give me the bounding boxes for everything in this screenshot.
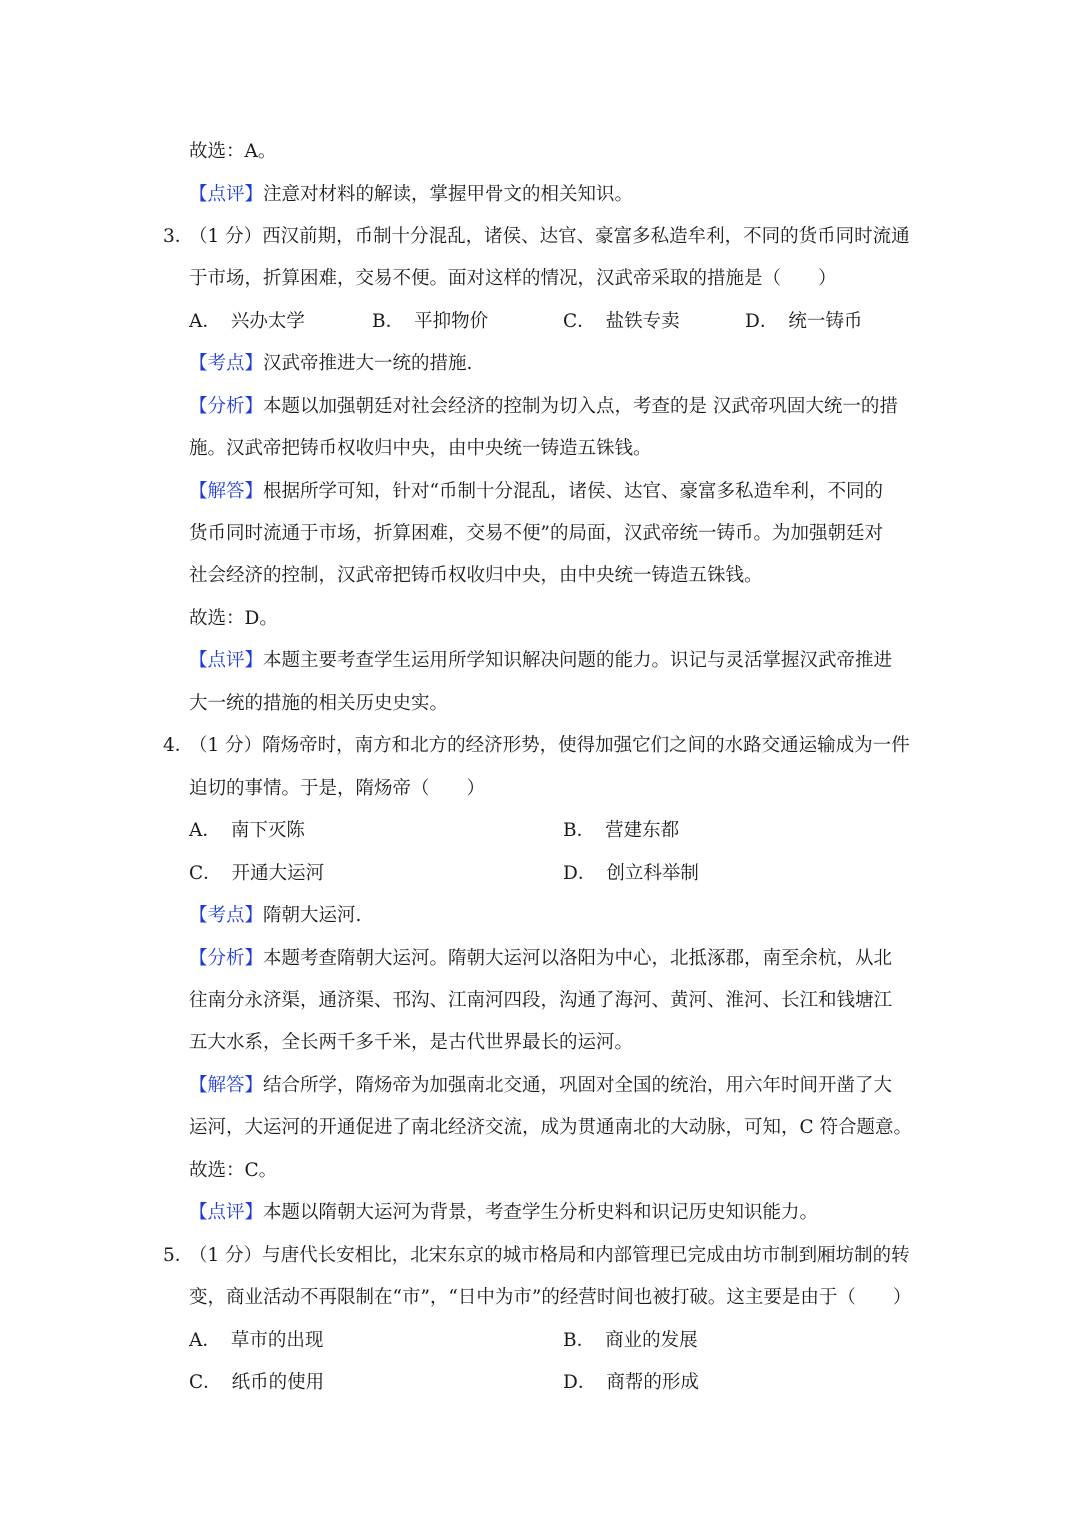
jieda-line: 货币同时流通于市场，折算困难，交易不便”的局面，汉武帝统一铸币。为加强朝廷对 xyxy=(189,523,883,544)
question-stem: （1 分）隋炀帝时，南方和北方的经济形势，使得加强它们之间的水路交通运输成为一件 xyxy=(189,735,910,756)
option-a: A． 草市的出现 xyxy=(189,1330,324,1351)
option-d: D． 统一铸币 xyxy=(745,311,863,332)
jieda-tag: 【解答】 xyxy=(189,1075,264,1096)
fenxi-line: 五大水系，全长两千多千米，是古代世界最长的运河。 xyxy=(189,1032,634,1053)
comment-tag: 【点评】 xyxy=(189,1202,264,1223)
option-b: B． 营建东都 xyxy=(563,820,680,841)
option-b: B． 平抑物价 xyxy=(372,311,489,332)
jieda-line: 运河，大运河的开通促进了南北经济交流，成为贯通南北的大动脉，可知，C 符合题意。 xyxy=(189,1117,913,1138)
comment-line: 【点评】本题以隋朝大运河为背景，考查学生分析史料和识记历史知识能力。 xyxy=(189,1202,819,1223)
question-number: 4． xyxy=(163,735,194,756)
answer-line: 故选：C。 xyxy=(189,1160,278,1181)
answer-line: 故选：D。 xyxy=(189,608,278,629)
fenxi-line: 【分析】本题考查隋朝大运河。隋朝大运河以洛阳为中心，北抵涿郡，南至余杭，从北 xyxy=(189,948,893,969)
question-stem: （1 分）西汉前期，币制十分混乱，诸侯、达官、豪富多私造牟利，不同的货币同时流通 xyxy=(189,226,910,247)
option-c: C． 盐铁专卖 xyxy=(563,311,680,332)
question-number: 5． xyxy=(163,1245,194,1266)
question-stem: 变，商业活动不再限制在“市”，“日中为市”的经营时间也被打破。这主要是由于（ ） xyxy=(189,1287,912,1308)
comment-tag: 【点评】 xyxy=(189,184,264,205)
kaodian-tag: 【考点】 xyxy=(189,905,264,926)
comment-text: 注意对材料的解读，掌握甲骨文的相关知识。 xyxy=(263,184,634,205)
kaodian-line: 【考点】汉武帝推进大一统的措施. xyxy=(189,353,473,374)
option-a: A． 南下灭陈 xyxy=(189,820,305,841)
comment-line: 大一统的措施的相关历史史实。 xyxy=(189,693,449,714)
kaodian-tag: 【考点】 xyxy=(189,353,264,374)
kaodian-line: 【考点】隋朝大运河. xyxy=(189,905,362,926)
prev-answer: 故选：A。 xyxy=(189,141,277,162)
option-c: C． 纸币的使用 xyxy=(189,1372,325,1393)
jieda-line: 社会经济的控制，汉武帝把铸币权收归中央，由中央统一铸造五铢钱。 xyxy=(189,565,763,586)
jieda-line: 【解答】结合所学，隋炀帝为加强南北交通，巩固对全国的统治，用六年时间开凿了大 xyxy=(189,1075,893,1096)
prev-comment-line xyxy=(189,182,929,208)
option-b: B． 商业的发展 xyxy=(563,1330,698,1351)
fenxi-tag: 【分析】 xyxy=(189,396,264,417)
comment-tag: 【点评】 xyxy=(189,650,264,671)
option-c: C． 开通大运河 xyxy=(189,863,325,884)
fenxi-tag: 【分析】 xyxy=(189,948,264,969)
jieda-tag: 【解答】 xyxy=(189,481,264,502)
option-d: D． 商帮的形成 xyxy=(563,1372,699,1393)
comment-line: 【点评】本题主要考查学生运用所学知识解决问题的能力。识记与灵活掌握汉武帝推进 xyxy=(189,650,893,671)
question-stem: 于市场，折算困难，交易不便。面对这样的情况，汉武帝采取的措施是（ ） xyxy=(189,268,837,289)
option-d: D． 创立科举制 xyxy=(563,863,699,884)
question-stem: 迫切的事情。于是，隋炀帝（ ） xyxy=(189,778,486,799)
fenxi-line: 往南分永济渠，通济渠、邗沟、江南河四段，沟通了海河、黄河、淮河、长江和钱塘江 xyxy=(189,990,893,1011)
question-stem: （1 分）与唐代长安相比，北宋东京的城市格局和内部管理已完成由坊市制到厢坊制的转 xyxy=(189,1245,910,1266)
question-number: 3． xyxy=(163,226,194,247)
fenxi-line: 【分析】本题以加强朝廷对社会经济的控制为切入点，考查的是 汉武帝巩固大统一的措 xyxy=(189,396,898,417)
fenxi-line: 施。汉武帝把铸币权收归中央，由中央统一铸造五铢钱。 xyxy=(189,438,652,459)
option-a: A． 兴办太学 xyxy=(189,311,305,332)
jieda-line: 【解答】根据所学可知，针对“币制十分混乱，诸侯、达官、豪富多私造牟利，不同的 xyxy=(189,481,883,502)
